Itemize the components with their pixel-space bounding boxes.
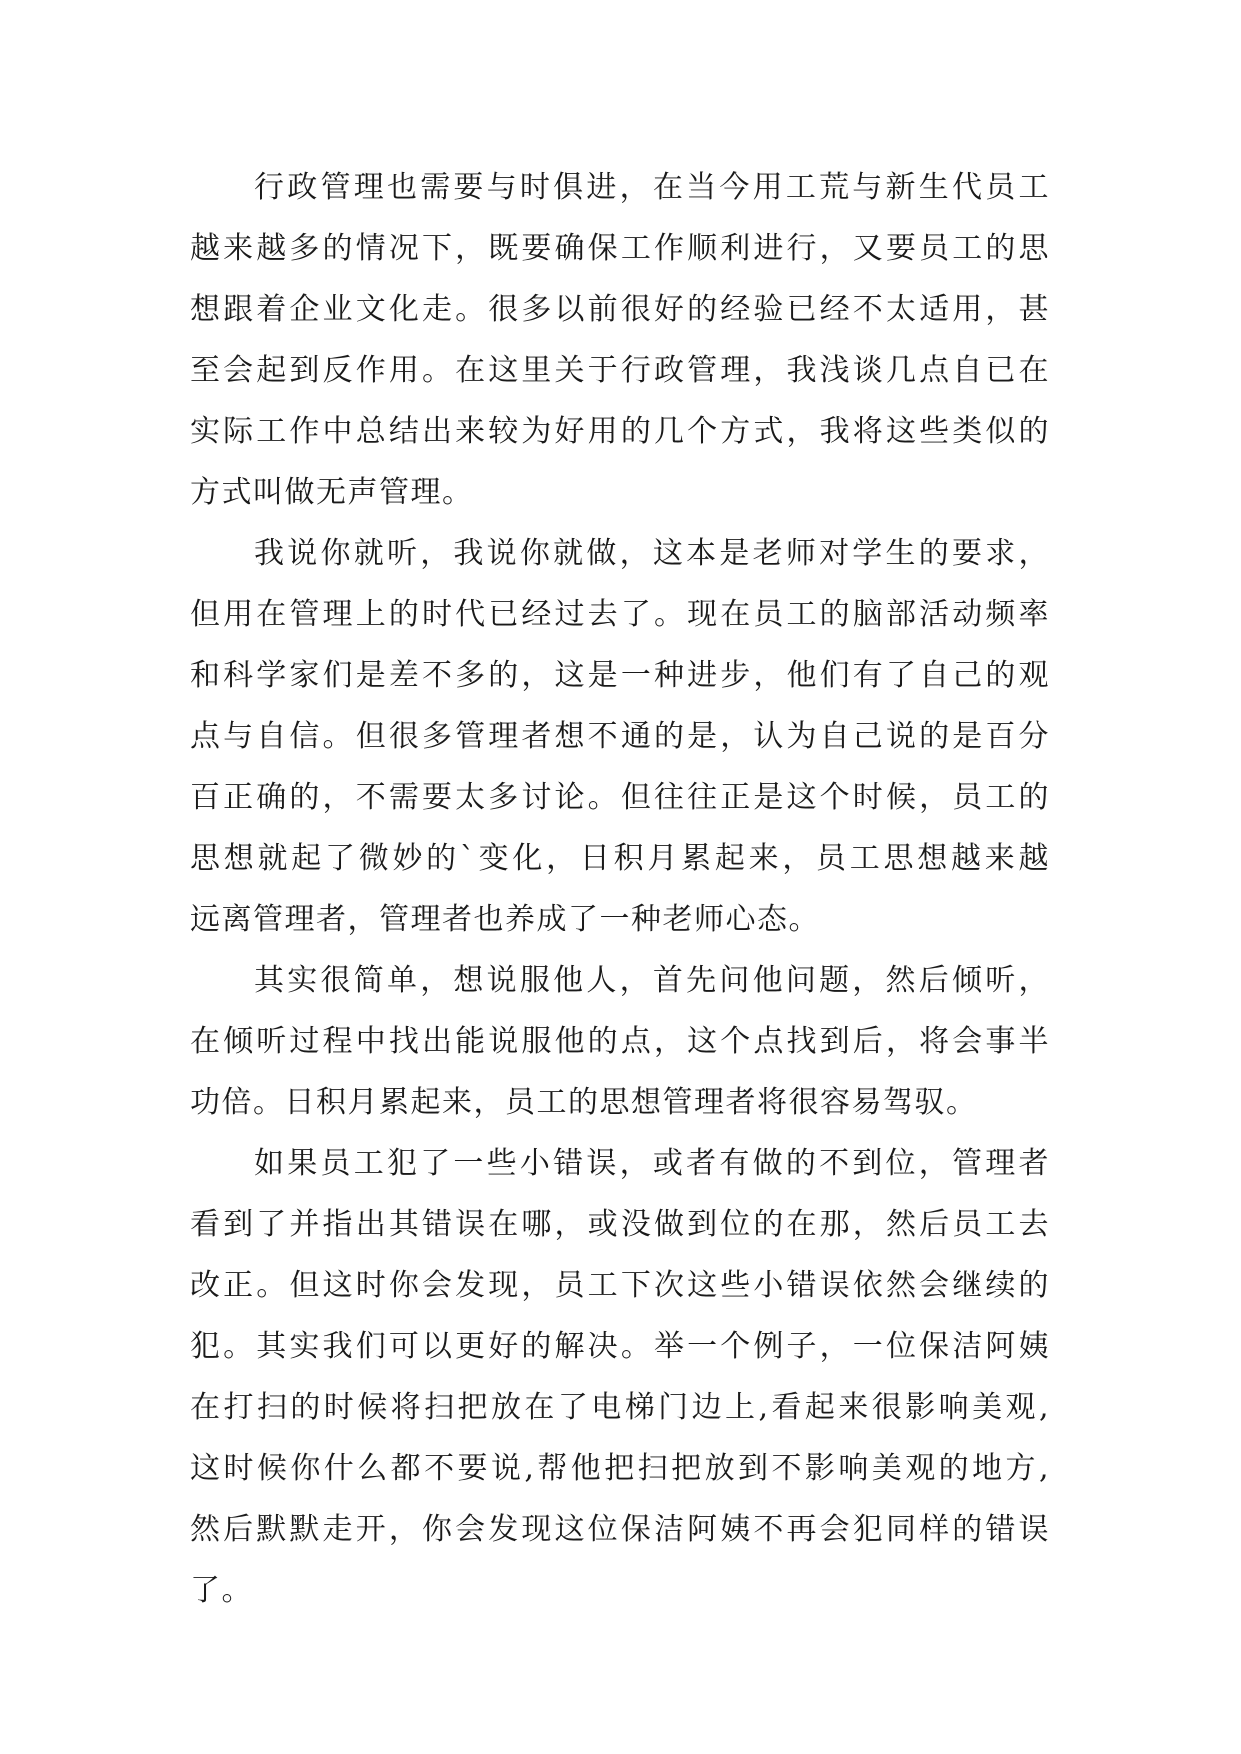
text-line: 如果员工犯了一些小错误，或者有做的不到位，管理者: [254, 1146, 1050, 1181]
paragraph-1: [190, 157, 1050, 523]
text-line: 越来越多的情况下，既要确保工作顺利进行，又要员工的思: [190, 231, 1050, 266]
paragraph-4: [190, 1133, 1050, 1621]
text-line: 我说你就听，我说你就做，这本是老师对学生的要求，: [254, 536, 1050, 571]
text-line: 这时候你什么都不要说,帮他把扫把放到不影响美观的地方,: [190, 1451, 1050, 1486]
text-line: 至会起到反作用。在这里关于行政管理，我浅谈几点自已在: [190, 353, 1050, 388]
text-line: 百正确的，不需要太多讨论。但往往正是这个时候，员工的: [190, 780, 1050, 815]
text-line: 实际工作中总结出来较为好用的几个方式，我将这些类似的: [190, 414, 1050, 449]
paragraph-3: [190, 950, 1050, 1133]
text-line: 点与自信。但很多管理者想不通的是，认为自己说的是百分: [190, 719, 1050, 754]
text-line: 改正。但这时你会发现，员工下次这些小错误依然会继续的: [190, 1268, 1050, 1303]
text-line: 行政管理也需要与时俱进，在当今用工荒与新生代员工: [254, 170, 1050, 205]
paragraph-2: [190, 523, 1050, 950]
text-line: 但用在管理上的时代已经过去了。现在员工的脑部活动频率: [190, 597, 1050, 632]
document-body: [190, 157, 1050, 1621]
text-line: 在打扫的时候将扫把放在了电梯门边上,看起来很影响美观,: [190, 1390, 1050, 1425]
text-line: 犯。其实我们可以更好的解决。举一个例子，一位保洁阿姨: [190, 1329, 1050, 1364]
text-line: 远离管理者，管理者也养成了一种老师心态。: [190, 902, 820, 937]
text-line: 想跟着企业文化走。很多以前很好的经验已经不太适用，甚: [190, 292, 1050, 327]
text-line: 思想就起了微妙的`变化，日积月累起来，员工思想越来越: [190, 841, 1050, 876]
text-line: 其实很简单，想说服他人，首先问他问题，然后倾听，: [254, 963, 1050, 998]
text-line: 功倍。日积月累起来，员工的思想管理者将很容易驾驭。: [190, 1085, 978, 1120]
text-line: 在倾听过程中找出能说服他的点，这个点找到后，将会事半: [190, 1024, 1050, 1059]
text-line: 看到了并指出其错误在哪，或没做到位的在那，然后员工去: [190, 1207, 1050, 1242]
text-line: 方式叫做无声管理。: [190, 475, 474, 510]
text-line: 和科学家们是差不多的，这是一种进步，他们有了自己的观: [190, 658, 1050, 693]
text-line: 了。: [190, 1573, 253, 1608]
text-line: 然后默默走开，你会发现这位保洁阿姨不再会犯同样的错误: [190, 1512, 1050, 1547]
